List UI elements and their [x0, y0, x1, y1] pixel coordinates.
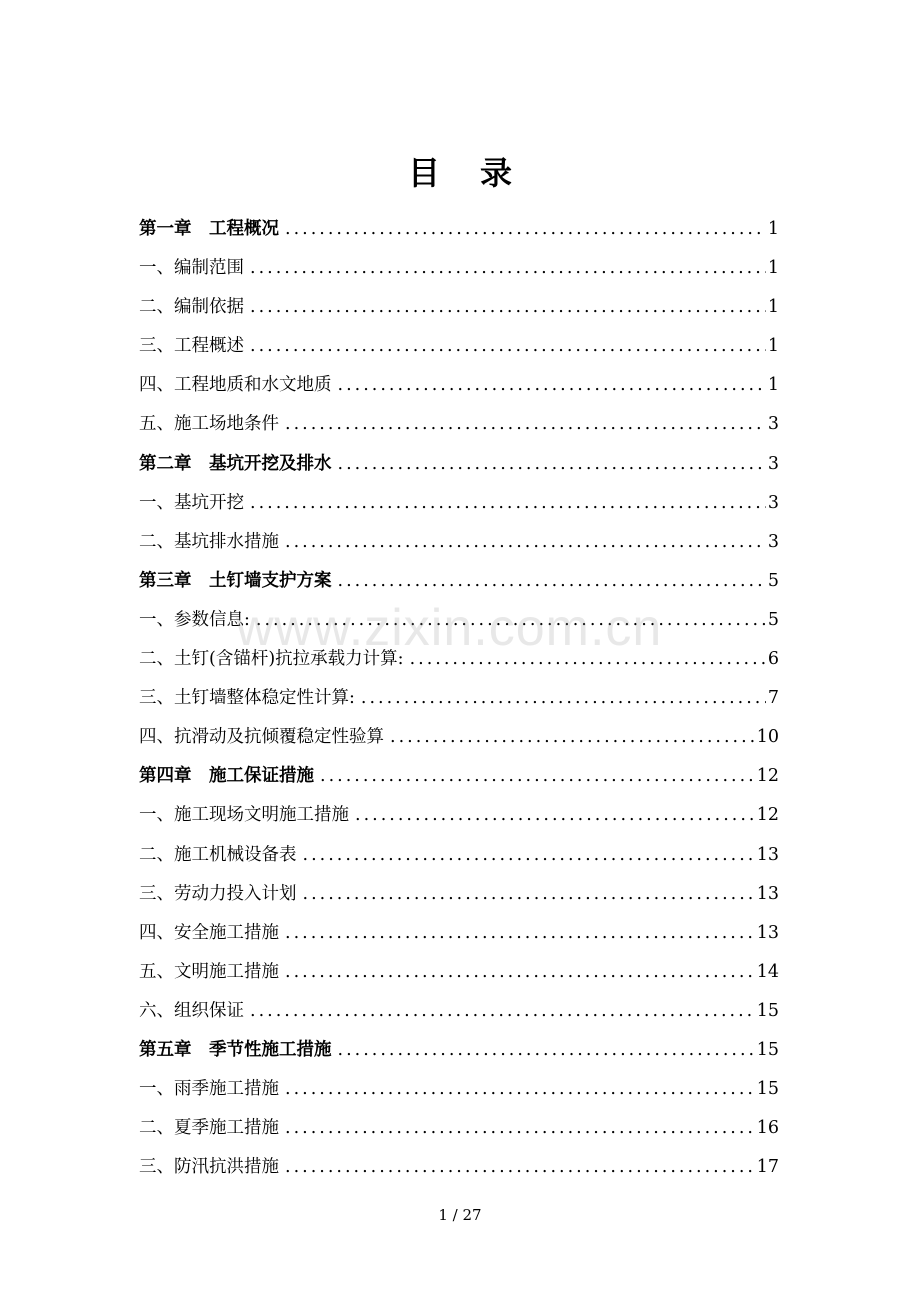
toc-entry-page: 13 [756, 922, 779, 943]
toc-entry-label: 二、基坑排水措施 [139, 531, 279, 552]
toc-entry-page: 7 [767, 688, 779, 709]
toc-entry[interactable] [139, 249, 779, 288]
toc-entry-label: 二、施工机械设备表 [139, 844, 297, 865]
toc-entry-label: 第三章 土钉墙支护方案 [139, 570, 332, 591]
toc-entry[interactable] [139, 718, 779, 757]
toc-dot-leader [355, 796, 755, 835]
table-of-contents [139, 210, 779, 1187]
toc-dot-leader [390, 718, 755, 757]
toc-entry[interactable] [139, 914, 779, 953]
toc-entry-page: 14 [756, 961, 779, 982]
toc-entry-page: 5 [767, 609, 779, 630]
toc-entry[interactable] [139, 796, 779, 835]
toc-entry[interactable] [139, 757, 779, 796]
toc-entry-page: 16 [756, 1118, 779, 1139]
toc-entry-page: 1 [767, 336, 779, 357]
toc-dot-leader [250, 484, 766, 523]
toc-entry-label: 二、夏季施工措施 [139, 1118, 279, 1139]
toc-entry-label: 一、编制范围 [139, 258, 244, 279]
toc-entry-label: 三、工程概述 [139, 336, 244, 357]
title-char-1: 目 [407, 154, 440, 192]
toc-entry-label: 一、雨季施工措施 [139, 1079, 279, 1100]
toc-entry-label: 二、土钉(含锚杆)抗拉承载力计算: [139, 649, 404, 670]
toc-entry-page: 3 [767, 531, 779, 552]
toc-entry-page: 1 [767, 258, 779, 279]
toc-dot-leader [361, 679, 766, 718]
toc-entry-label: 五、施工场地条件 [139, 414, 279, 435]
toc-entry-page: 15 [756, 1000, 779, 1021]
toc-entry[interactable] [139, 523, 779, 562]
toc-dot-leader [338, 1031, 755, 1070]
toc-entry[interactable] [139, 1031, 779, 1070]
toc-entry[interactable] [139, 484, 779, 523]
toc-dot-leader [303, 875, 755, 914]
toc-entry[interactable] [139, 1109, 779, 1148]
toc-dot-leader [285, 523, 766, 562]
toc-entry-page: 5 [767, 570, 779, 591]
toc-entry-page: 3 [767, 453, 779, 474]
toc-entry[interactable] [139, 210, 779, 249]
toc-entry-page: 15 [756, 1079, 779, 1100]
toc-entry-page: 12 [756, 805, 779, 826]
toc-dot-leader [285, 1070, 755, 1109]
toc-dot-leader [303, 836, 755, 875]
toc-entry[interactable] [139, 640, 779, 679]
toc-dot-leader [285, 953, 755, 992]
title-char-2: 录 [480, 154, 513, 192]
page-number-footer: 1 / 27 [438, 1206, 482, 1224]
toc-entry-page: 10 [756, 727, 779, 748]
toc-entry[interactable] [139, 288, 779, 327]
toc-entry-page: 3 [767, 414, 779, 435]
toc-entry[interactable] [139, 836, 779, 875]
toc-entry-label: 三、劳动力投入计划 [139, 883, 297, 904]
toc-entry[interactable] [139, 679, 779, 718]
toc-dot-leader [256, 601, 766, 640]
toc-entry[interactable] [139, 445, 779, 484]
watermark: www.zixin.com.cn [236, 599, 663, 657]
toc-entry[interactable] [139, 875, 779, 914]
toc-entry-label: 第四章 施工保证措施 [139, 766, 314, 787]
toc-dot-leader [250, 249, 766, 288]
toc-entry[interactable] [139, 953, 779, 992]
toc-entry[interactable] [139, 562, 779, 601]
toc-dot-leader [250, 327, 766, 366]
toc-dot-leader [338, 445, 766, 484]
toc-entry-label: 四、抗滑动及抗倾覆稳定性验算 [139, 727, 384, 748]
toc-entry-page: 6 [767, 649, 779, 670]
toc-entry-page: 15 [756, 1039, 779, 1060]
toc-entry[interactable] [139, 992, 779, 1031]
toc-dot-leader [285, 405, 766, 444]
toc-entry-page: 1 [767, 219, 779, 239]
toc-entry-label: 第二章 基坑开挖及排水 [139, 453, 332, 474]
toc-entry-page: 13 [756, 844, 779, 865]
toc-entry-label: 一、参数信息: [139, 609, 250, 630]
toc-dot-leader [285, 210, 766, 249]
toc-entry-page: 12 [756, 766, 779, 787]
toc-entry-label: 六、组织保证 [139, 1000, 244, 1021]
toc-entry-label: 第一章 工程概况 [139, 219, 279, 239]
toc-entry-label: 三、土钉墙整体稳定性计算: [139, 688, 355, 709]
toc-entry-page: 13 [756, 883, 779, 904]
toc-entry-page: 3 [767, 492, 779, 513]
toc-dot-leader [320, 757, 755, 796]
toc-entry-label: 第五章 季节性施工措施 [139, 1039, 332, 1060]
toc-entry-label: 五、文明施工措施 [139, 961, 279, 982]
toc-dot-leader [285, 1148, 755, 1187]
toc-entry[interactable] [139, 601, 779, 640]
toc-entry[interactable] [139, 366, 779, 405]
toc-entry[interactable] [139, 327, 779, 366]
toc-entry[interactable] [139, 1070, 779, 1109]
toc-entry-label: 二、编制依据 [139, 297, 244, 318]
toc-entry-page: 17 [756, 1157, 779, 1178]
toc-entry-label: 四、工程地质和水文地质 [139, 375, 332, 396]
toc-dot-leader [250, 288, 766, 327]
toc-dot-leader [338, 366, 766, 405]
toc-dot-leader [410, 640, 766, 679]
page-title [0, 148, 920, 194]
toc-entry[interactable] [139, 1148, 779, 1187]
toc-entry-label: 三、防汛抗洪措施 [139, 1157, 279, 1178]
toc-dot-leader [285, 1109, 755, 1148]
toc-dot-leader [338, 562, 766, 601]
toc-dot-leader [250, 992, 755, 1031]
toc-entry[interactable] [139, 405, 779, 444]
toc-entry-label: 一、基坑开挖 [139, 492, 244, 513]
toc-dot-leader [285, 914, 755, 953]
toc-entry-page: 1 [767, 297, 779, 318]
toc-entry-label: 四、安全施工措施 [139, 922, 279, 943]
toc-entry-page: 1 [767, 375, 779, 396]
toc-entry-label: 一、施工现场文明施工措施 [139, 805, 349, 826]
